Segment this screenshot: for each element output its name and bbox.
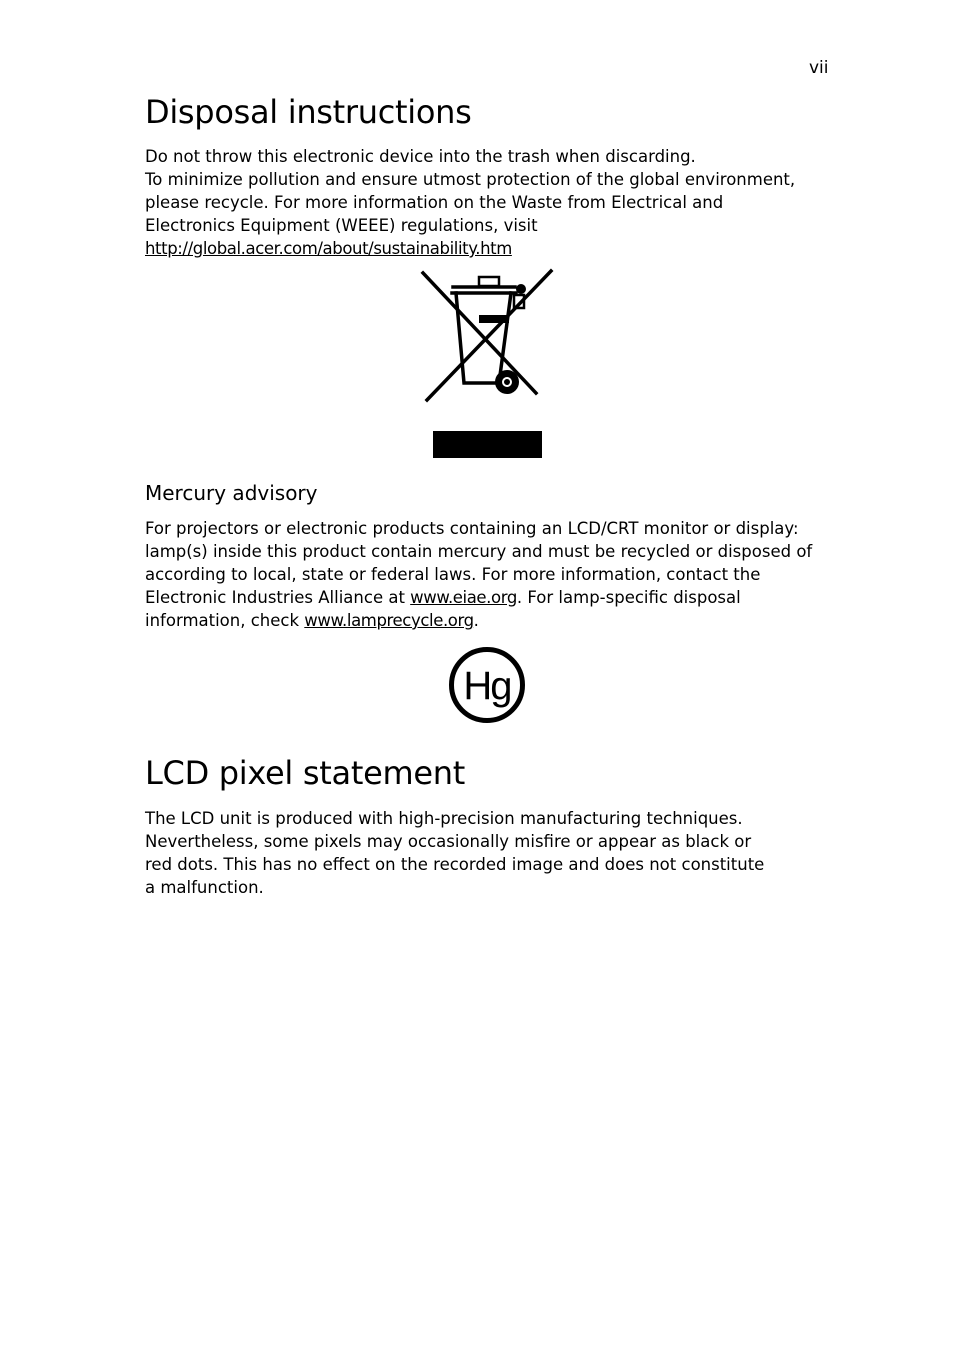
lcd-line: red dots. This has no effect on the recorded image and does not constitute [145, 855, 765, 874]
disposal-line: To minimize pollution and ensure utmost protection of the global environment, [145, 170, 796, 189]
disposal-line: Do not throw this electronic device into the trash when discarding. [145, 147, 696, 166]
disposal-line: Electronics Equipment (WEEE) regulations, visit [145, 216, 538, 235]
mercury-line [145, 586, 812, 609]
mercury-line5-prefix: information, check [145, 611, 305, 630]
mercury-line [145, 609, 812, 632]
disposal-paragraph [145, 145, 795, 260]
lcd-heading: LCD pixel statement [145, 754, 465, 792]
mercury-line: according to local, state or federal laws. For more information, contact the [145, 565, 761, 584]
mercury-hg-icon [447, 646, 527, 726]
page-number: vii [809, 58, 829, 78]
lcd-line: The LCD unit is produced with high-precision manufacturing techniques. [145, 809, 743, 828]
eiae-link[interactable]: www.eiae.org [410, 588, 517, 607]
lamprecycle-link[interactable]: www.lamprecycle.org [304, 611, 474, 630]
mercury-line: lamp(s) inside this product contain mercury and must be recycled or disposed of [145, 542, 813, 561]
disposal-line: please recycle. For more information on the Waste from Electrical and [145, 193, 724, 212]
sustainability-link[interactable]: http://global.acer.com/about/sustainability.htm [145, 239, 512, 258]
crossed-out-wheelie-bin-icon [418, 266, 558, 408]
lcd-line: a malfunction. [145, 878, 264, 897]
mercury-line5-suffix: . [473, 611, 479, 630]
mercury-heading: Mercury advisory [145, 481, 318, 505]
lcd-paragraph [145, 807, 764, 899]
lcd-line: Nevertheless, some pixels may occasionally misfire or appear as black or [145, 832, 752, 851]
weee-black-bar [433, 431, 542, 458]
mercury-paragraph [145, 517, 812, 632]
disposal-heading: Disposal instructions [145, 93, 472, 131]
mercury-line4-prefix: Electronic Industries Alliance at [145, 588, 411, 607]
hg-symbol-text: Hg [463, 664, 511, 708]
mercury-line: For projectors or electronic products containing an LCD/CRT monitor or display: [145, 519, 799, 538]
mercury-line4-suffix: . For lamp-specific disposal [516, 588, 741, 607]
